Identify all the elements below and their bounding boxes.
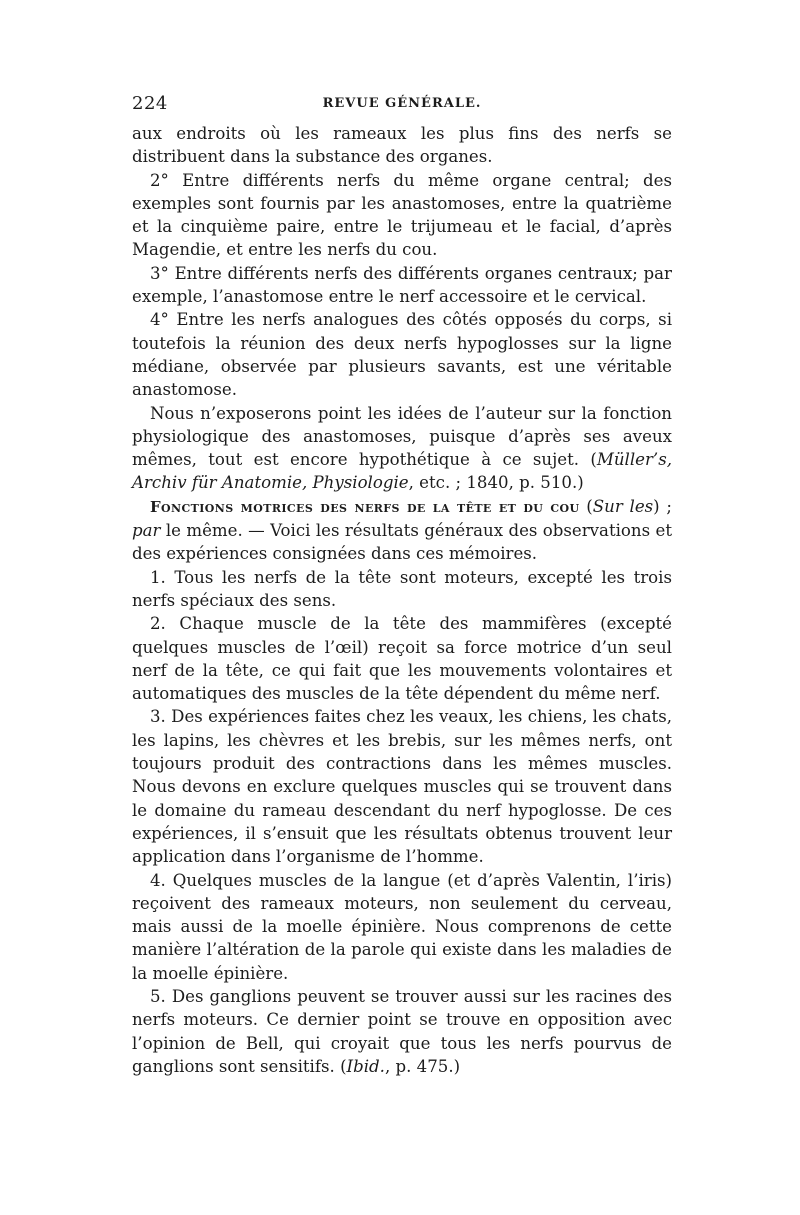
citation-details: , etc. ; 1840, p. 510.) bbox=[408, 473, 584, 493]
section-sur: Sur les bbox=[592, 496, 654, 516]
numbered-item-3: 3. Des expériences faites chez les veaux, les chiens, les chats, les lapins, les chèvres et les brebis, sur les mêmes nerfs, ont toujours produit des contractions dans les mêmes muscles. Nous devons en exclure quelques muscles qui se trouvent dans le domaine du rameau descendant du nerf hypoglosse. De ces expériences, il s’ensuit que les résultats obtenus trouvent leur application dans l’organisme de l’homme. bbox=[132, 707, 672, 867]
paragraph-point-3: 3° Entre différents nerfs des différents organes centraux; par exemple, l’anastomose entre le nerf accessoire et le cervical. bbox=[132, 263, 672, 307]
item-5-text: 5. Des ganglions peuvent se trouver aussi sur les racines des nerfs moteurs. Ce dernier point se trouve en opposition avec l’opinion de Bell, qui croyait que tous les nerfs pourvus de ganglions sont sensitifs. ( bbox=[132, 986, 672, 1076]
section-heading: Fonctions motrices des nerfs de la tête et du cou bbox=[150, 497, 580, 516]
page bbox=[132, 92, 672, 1078]
running-title: REVUE GÉNÉRALE. bbox=[322, 96, 482, 111]
ibid-citation: Ibid. bbox=[346, 1056, 385, 1076]
paragraph-continued: aux endroits où les rameaux les plus fins des nerfs se distribuent dans la substance des organes. bbox=[132, 124, 672, 167]
section-par: par bbox=[132, 521, 161, 541]
section-intro-text: le même. — Voici les résultats généraux des observations et des expériences consignées dans ces mémoires. bbox=[132, 521, 672, 564]
paragraph-point-2: 2° Entre différents nerfs du même organe central; des exemples sont fournis par les anastomoses, entre la quatrième et la cinquième paire, entre le trijumeau et le facial, d’après Magendie, et entre les nerfs du cou. bbox=[132, 170, 672, 260]
page-number: 224 bbox=[132, 93, 168, 114]
section-intro: Fonctions motrices des nerfs de la tête et du cou (Sur les) ; par le même. — Voici les résultats généraux des observations et des expériences consignées dans ces mémoires. bbox=[132, 496, 673, 564]
numbered-item-2: 2. Chaque muscle de la tête des mammifères (excepté quelques muscles de l’œil) reçoit sa force motrice d’un seul nerf de la tête, ce qui fait que les mouvements volontaires et automatiques des muscles de la tête dépendent du même nerf. bbox=[132, 614, 672, 704]
running-head bbox=[132, 92, 672, 122]
note-text: Nous n’exposerons point les idées de l’auteur sur la fonction physiologique des anastomoses, puisque d’après ses aveux mêmes, tout est encore hypothétique à ce sujet. ( bbox=[132, 403, 672, 470]
ibid-details: , p. 475.) bbox=[384, 1056, 461, 1076]
body-text bbox=[132, 122, 672, 1078]
numbered-item-5 bbox=[132, 985, 672, 1078]
paragraph-point-4: 4° Entre les nerfs analogues des côtés opposés du corps, si toutefois la réunion des deux nerfs hypoglosses sur la ligne médiane, observée par plusieurs savants, est une véritable anastomose. bbox=[132, 310, 672, 400]
citation-title: Müller’s, Archiv für Anatomie, Physiologie bbox=[132, 450, 672, 493]
paragraph-author-note bbox=[132, 402, 672, 495]
numbered-item-4: 4. Quelques muscles de la langue (et d’après Valentin, l’iris) reçoivent des rameaux moteurs, non seulement du cerveau, mais aussi de la moelle épinière. Nous comprenons de cette manière l’altération de la parole qui existe dans les maladies de la moelle épinière. bbox=[132, 870, 672, 983]
numbered-item-1: 1. Tous les nerfs de la tête sont moteurs, excepté les trois nerfs spéciaux des sens. bbox=[132, 567, 672, 610]
